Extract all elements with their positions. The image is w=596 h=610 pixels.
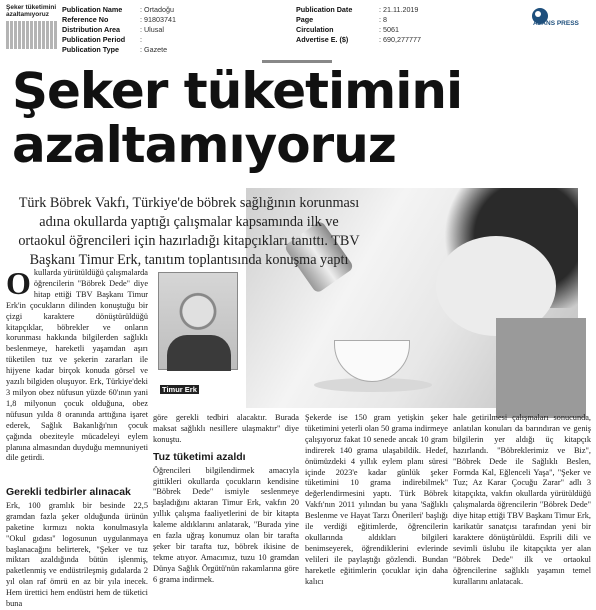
portrait-photo [158,272,238,370]
headline [12,64,582,172]
column-3-text: Şekerde ise 150 gram yetişkin şeker tüketimini yeterli olan 50 grama indirmeye çalışıyoruz fakat 10 senede ancak 10 gram indirerek 140 grama ulaşabildik. Hedef, önümüzdeki 4 yıllık eylem planı süresi içinde 2023'e kadar günlük şeker tüketimini 10 grama indirebilmek" değerlendirmesini yaptı. Türk Böbrek Vakfı'nın 2011 yılından bu yana 'Sağlıklı Beslenme ve Hayat Tarzı Önerileri' başlığı ile verdiği eğitimlerde, öğrencilerin okullarında aldıkları bilgileri benimseyerek, öğrendiklerini evlerinde velileri ile paylaştığı gözlendi. Bundan hareketle eğitimlerin çocuklar için daha kalıcı [305,413,448,586]
field-reference-no: Reference No : 91803741 [62,15,176,24]
clipping-header [0,0,596,58]
article-column-4 [453,413,591,588]
column-1-lower-text: Erk, 100 gramlık bir besinde 22,5 gramdan fazla şeker olduğunda ürünün paketine kırmızı nokta konulmasıyla "Okul gıdası" logosunun uygulanmaya başlanacağını belirterek, "Şeker ve tuz miktarı azaldığında bütün işlenmiş, paketlenmiş ve endüstrileşmiş gıdalarda 2 yıl olan raf ömrü en az bir yıla inecek. Hem ürettici hem endüstri hem de tüketici buna [6,500,148,609]
field-page: Page : 8 [296,15,387,24]
photo-shirt-shape [496,318,586,418]
article-column-3 [305,413,448,588]
column-4-text: hale getirilmesi çalışmaları sonucunda, anlatılan konuları da barındıran ve geniş bilgilerin yer aldığı üç kitapçık hazırlandı. "Böbreklerimiz ve Biz", "Böbrek Dede ile Sağlıklı Beslen, Formda Kal, Eğlenceli Yaşa", "Şeker ve Tuz; Az Karar Çocuğu Zarar" adlı 3 kitapçıkta, vakfın okullarda yürütüldüğü çalışmalarda öğrencilerin "Böbrek Dede" diye hitap ettiği TBV Başkanı Timur Erk, karikatür sanatçısı tarafından yeni bir karaktere dönüştürüldü. Esprili dili ve sevimli üslubu ile kitapçıkta yer alan "Böbrek Dede" ilk ve ortaokul öğrencilerine sağlıklı yaşamın temel kurallarını anlatacak. [453,413,591,586]
field-publication-period: Publication Period : [62,35,142,44]
article-column-1 [6,265,148,464]
article-deck: Türk Böbrek Vakfı, Türkiye'de böbrek sağlığının korunması adına okullarda yaptığı çalışmalar kapsamında ilk ve ortaokul öğrencileri için hazırladığı kitapçıkları tanıttı. TBV Başkanı Timur Erk, tanıtım toplantısında konuşma yaptı [18,195,360,268]
column-2-lower-text: Öğrencileri bilgilendirmek amacıyla gittikleri okullarda çocukların kendisine "Böbrek Dede" ismiyle seslenmeye başladığını aktaran Timur Erk, vakfın 20 yıllık çalışma faaliyetlerini de bir kitapta kaleme aldıklarını anlatarak, "Burada yine en fazla uğraş konumuz olan bir tarafta şeker bir tarafta tuz, böbrek ikisine de tekme atıyor. Amacımız, tuzu 10 gramdan Dünya Sağlık Örgütü'nün rakamlarına göre 6 grama indirmek. [153,465,299,584]
thumbnail-preview [6,21,58,49]
headline-line-2: azaltamıyoruz [12,116,396,174]
field-publication-type: Publication Type : Gazete [62,45,168,54]
publication-info-left [62,5,176,55]
logo-text: AJANS PRESS [533,20,579,27]
field-publication-date: Publication Date : 21.11.2019 [296,5,419,14]
field-distribution-area: Distribution Area : Ulusal [62,25,164,34]
column-2-text: göre gerekli tedbiri alacaktır. Burada maksat sağlıklı nesillere ulaşmaktır" diye konuştu. [153,413,299,444]
column-1-text: kullarda yürütüldüğü çalışmalarda öğrencilerin "Böbrek Dede" diye hitap ettiği TBV Başkanı Timur Erk'in çocukların dilinden konuştuğu bir çizgi karaktere dönüştürüldüğü kitapçıklar, böbrekler ve onların korunması hakkında bilgilerden sağlıklı beslenmeye, hareketli yaşamdan aşırı tüketilen tuz ve şekerin zararları ile hijyene kadar birçok konuda görsel ve yazılı bilgiden oluşuyor. Erk, Türkiye'deki 3 milyon obez nüfusun yüzde 60'ının yani 1,8 milyonun çocuk olduğuna, obez nüfusun yılda 8 oranında arttığına işaret ederek, Sağlık Bakanlığı'nın çocuk çağında obeziteyle mücadeleyi eylem planına almasından duyduğu memnuniyeti dile getirdi. [6,268,148,463]
subhead-tuz: Tuz tüketimi azaldı [153,450,246,463]
field-advertise-equivalent: Advertise E. ($) : 690,277777 [296,35,421,44]
dropcap: O [6,265,31,301]
subhead-tedbirler: Gerekli tedbirler alınacak [6,486,131,498]
headline-line-1: Şeker tüketimini [12,62,463,120]
article-column-1-lower [6,484,148,610]
portrait-caption: Timur Erk [162,385,197,394]
portrait-suit-shape [167,335,231,371]
cup-shape [334,340,410,382]
clipping-thumbnail [6,4,58,54]
article-column-2 [153,413,299,586]
thumbnail-title: Şeker tüketimini azaltamıyoruz [6,4,57,18]
field-circulation: Circulation : 5061 [296,25,399,34]
publication-info-right [296,5,421,45]
field-publication-name: Publication Name : Ortadoğu [62,5,174,14]
